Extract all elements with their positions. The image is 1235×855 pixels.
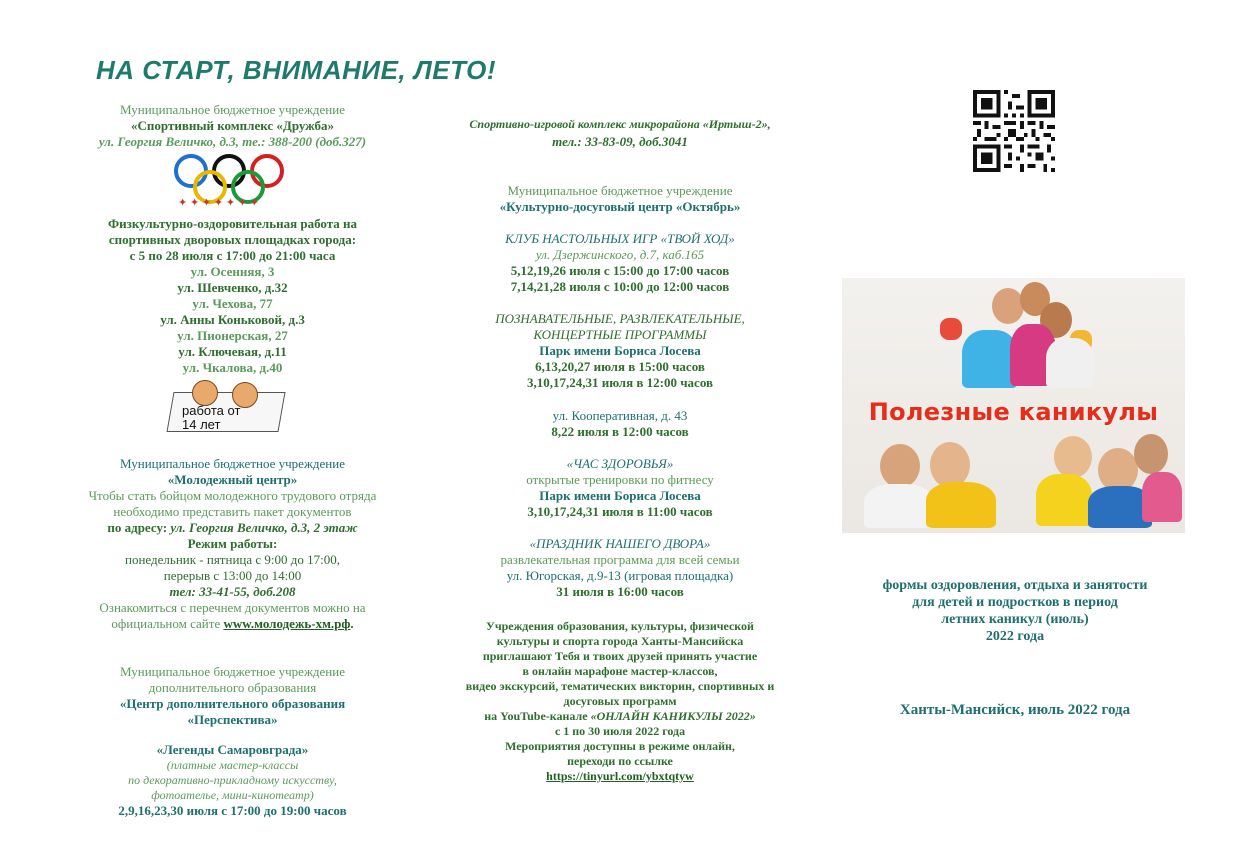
online-line5: видео экскурсий, тематических викторин, спортивных и: [465, 679, 775, 693]
youth-site-dot: .: [350, 616, 354, 631]
yard-fest-date: 31 июля в 16:00 часов: [556, 584, 684, 599]
footer-city-date: Ханты-Мансийск, июль 2022 года: [899, 702, 1131, 718]
qr-code-icon: [973, 90, 1055, 172]
footer-block: [820, 702, 1210, 719]
work-badge-line2: 14 лет: [182, 417, 221, 432]
yards-block: [60, 216, 405, 376]
programs-title1: ПОЗНАВАТЕЛЬНЫЕ, РАЗВЛЕКАТЕЛЬНЫЕ,: [495, 311, 745, 326]
olympic-rings-illustration: ✦ ✦ ✦ ✦ ✦ ✦ ✦: [172, 152, 282, 210]
photo-title: Полезные каникулы: [868, 398, 1159, 426]
work-badge-line1: работа от: [182, 403, 241, 418]
youth-name: «Молодежный центр»: [167, 472, 298, 487]
online-dates: с 1 по 30 июля 2022 года: [554, 724, 686, 738]
youth-break: перерыв с 13:00 до 14:00: [163, 568, 302, 583]
online-line4: в онлайн марафоне мастер-классов,: [522, 664, 718, 678]
health-title: «ЧАС ЗДОРОВЬЯ»: [566, 456, 674, 471]
programs-park: Парк имени Бориса Лосева: [539, 343, 701, 358]
yard-fest-address: ул. Югорская, д.9-13 (игровая площадка): [506, 568, 734, 583]
health-park: Парк имени Бориса Лосева: [539, 488, 701, 503]
forms-block: [820, 577, 1210, 645]
work-age-illustration: [160, 380, 290, 442]
yard-fest-desc: развлекательная программа для всей семьи: [500, 552, 740, 567]
programs-block: [440, 311, 800, 440]
yard-fest-title: «ПРАЗДНИК НАШЕГО ДВОРА»: [529, 536, 711, 551]
forms-line1: формы оздоровления, отдыха и занятости: [882, 578, 1148, 593]
club-address: ул. Дзержинского, д.7, каб.165: [535, 247, 705, 262]
online-channel-label: на YouTube-канале: [484, 709, 588, 723]
summer-kids-photo: [842, 278, 1185, 533]
club-title: КЛУБ НАСТОЛЬНЫХ ИГР «ТВОЙ ХОД»: [505, 231, 735, 246]
street-item: ул. Анны Коньковой, д.3: [160, 312, 305, 327]
online-line10: переходи по ссылке: [567, 754, 673, 768]
club-dates2: 7,14,21,28 июля с 10:00 до 12:00 часов: [510, 279, 730, 294]
forms-line2: для детей и подростков в период: [912, 595, 1118, 610]
yards-dates: с 5 по 28 июля с 17:00 до 21:00 часа: [129, 248, 336, 263]
programs-dates1: 6,13,20,27 июля в 15:00 часов: [535, 359, 705, 374]
persp-line1: Муниципальное бюджетное учреждение: [120, 664, 345, 679]
online-line2: культуры и спорта города Ханты-Мансийска: [496, 634, 744, 648]
street-item: ул. Осенняя, 3: [190, 264, 275, 279]
programs-dates3: 8,22 июля в 12:00 часов: [551, 424, 689, 439]
online-line3: приглашают Тебя и твоих друзей принять участие: [482, 649, 758, 663]
programs-street: ул. Кооперативная, д. 43: [552, 408, 688, 423]
online-line6: досуговых программ: [563, 694, 677, 708]
yards-heading-1: Физкультурно-оздоровительная работа на: [107, 216, 358, 231]
health-block: [440, 456, 800, 520]
online-channel-name: «ОНЛАЙН КАНИКУЛЫ 2022»: [590, 709, 756, 723]
youth-line1: Муниципальное бюджетное учреждение: [120, 456, 345, 471]
online-link[interactable]: https://tinyurl.com/ybxtqtyw: [546, 769, 694, 783]
youth-center-block: [60, 456, 405, 632]
druzhba-block: [60, 102, 405, 150]
druzhba-address: ул. Георгия Величко, д.3, те.: 388-200 (доб.327): [98, 134, 367, 149]
persp-photo: фотоателье, мини-кинотеатр): [151, 788, 314, 802]
street-item: ул. Пионерская, 27: [177, 328, 288, 343]
persp-paid: (платные мастер-классы: [166, 758, 299, 772]
youth-hours-label: Режим работы:: [187, 536, 278, 551]
health-dates: 3,10,17,24,31 июля в 11:00 часов: [527, 504, 713, 519]
online-line1: Учреждения образования, культуры, физической: [486, 619, 754, 633]
persp-art: по декоративно-прикладному искусству,: [128, 773, 337, 787]
persp-line2: дополнительного образования: [148, 680, 317, 695]
oktyabr-line1: Муниципальное бюджетное учреждение: [507, 183, 733, 198]
programs-title2: КОНЦЕРТНЫЕ ПРОГРАММЫ: [533, 327, 707, 342]
persp-legends: «Легенды Самаровграда»: [156, 742, 309, 757]
forms-line4: 2022 года: [985, 629, 1045, 644]
persp-line3: «Центр дополнительного образования: [119, 696, 346, 711]
youth-phone: тел: 33-41-55, доб.208: [169, 584, 296, 599]
street-item: ул. Чкалова, д.40: [182, 360, 283, 375]
club-dates1: 5,12,19,26 июля с 15:00 до 17:00 часов: [510, 263, 730, 278]
street-item: ул. Чехова, 77: [192, 296, 273, 311]
online-line9: Мероприятия доступны в режиме онлайн,: [505, 739, 735, 753]
yards-heading-2: спортивных дворовых площадках города:: [108, 232, 357, 247]
youth-site-link[interactable]: www.молодежь-хм.рф: [223, 616, 351, 631]
youth-line10: Ознакомиться с перечнем документов можно на: [99, 600, 366, 615]
health-desc: открытые тренировки по фитнесу: [526, 472, 714, 487]
druzhba-name: «Спортивный комплекс «Дружба»: [131, 118, 334, 133]
youth-line3: Чтобы стать бойцом молодежного трудового отряда: [88, 488, 377, 503]
irtysh-name: Спортивно-игровой комплекс микрорайона «Иртыш-2»,: [469, 117, 771, 131]
persp-dates: 2,9,16,23,30 июля с 17:00 до 19:00 часов: [118, 803, 347, 818]
page-title: НА СТАРТ, ВНИМАНИЕ, ЛЕТО!: [96, 55, 496, 85]
perspektiva-block: [60, 664, 405, 819]
street-item: ул. Шевченко, д.32: [177, 280, 288, 295]
druzhba-line1: Муниципальное бюджетное учреждение: [120, 102, 345, 117]
programs-dates2: 3,10,17,24,31 июля в 12:00 часов: [526, 375, 714, 390]
online-block: [440, 619, 800, 784]
yard-fest-block: [440, 536, 800, 600]
club-block: [440, 231, 800, 295]
street-item: ул. Ключевая, д.11: [178, 344, 287, 359]
youth-line4: необходимо представить пакет документов: [113, 504, 352, 519]
youth-site-label: официальном сайте: [111, 616, 221, 631]
persp-line4: «Перспектива»: [187, 712, 278, 727]
irtysh-block: [440, 117, 800, 150]
forms-line3: летних каникул (июль): [941, 612, 1089, 627]
youth-address: ул. Георгия Величко, д.3, 2 этаж: [170, 520, 358, 535]
oktyabr-name: «Культурно-досуговый центр «Октябрь»: [499, 199, 741, 214]
oktyabr-block: [440, 183, 800, 215]
youth-address-label: по адресу:: [107, 520, 168, 535]
youth-hours: понедельник - пятница с 9:00 до 17:00,: [125, 552, 340, 567]
irtysh-phone: тел.: 33-83-09, доб.3041: [552, 134, 688, 149]
